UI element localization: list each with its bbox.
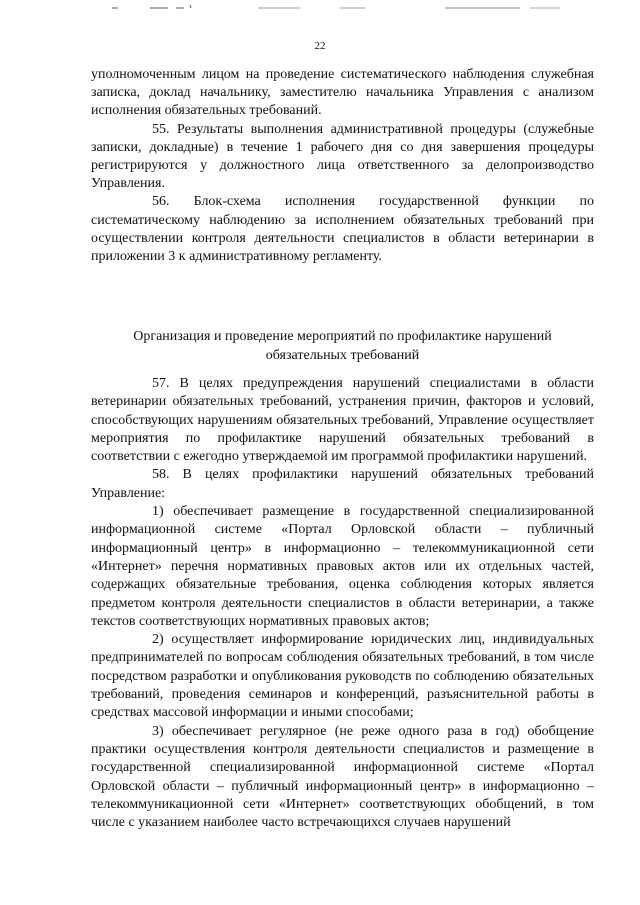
document-body-bottom xyxy=(91,375,594,832)
paragraph-continuation: уполномоченным лицом на проведение систематического наблюдения служебная записка, доклад начальнику, заместителю начальника Управления с анализом исполнения обязательных требований. xyxy=(91,67,594,119)
document-body-top xyxy=(91,66,594,266)
paragraph-56: 56. Блок-схема исполнения государственной функции по систематическому наблюдению за исполнением обязательных требований при осуществлении контроля деятельности специалистов в области ветеринарии в приложении 3 к административному регламенту. xyxy=(91,194,594,265)
page-number: 22 xyxy=(314,40,326,52)
paragraph-57: 57. В целях предупреждения нарушений специалистами в области ветеринарии обязательных требований, устранения причин, факторов и условий, способствующих нарушениям обязательных требований, Управление осуществляет мероприятия по профилактике нарушений обязательных требований в соответствии с ежегодно утверждаемой им программой профилактики нарушений. xyxy=(91,376,594,465)
paragraph-58: 58. В целях профилактики нарушений обязательных требований Управление: xyxy=(91,467,594,501)
list-item-3: 3) обеспечивает регулярное (не реже одного раза в год) обобщение практики осуществления контроля деятельности специалистов и размещение в государственной специализированной информационной системе «Портал Орловской области – публичный информационный центр» в информационно – телекоммуникационной сети «Интернет» соответствующих обобщений, в том числе с указанием наиболее часто встречающихся случаев нарушений xyxy=(91,723,594,831)
scan-artifact-marks xyxy=(0,2,640,12)
list-item-1: 1) обеспечивает размещение в государственной специализированной информационной системе «Портал Орловской области – публичный информационный центр» в информационно – телекоммуникационной сети «Интернет» перечня нормативных правовых актов или их отдельных частей, содержащих обязательные требования, оценка соблюдения которых является предметом контроля деятельности специалистов в области ветеринарии, а также текстов соответствующих нормативных правовых актов; xyxy=(91,504,594,629)
section-heading: Организация и проведение мероприятий по профилактике нарушений обязательных требований xyxy=(133,329,552,363)
list-item-2: 2) осуществляет информирование юридических лиц, индивидуальных предпринимателей по вопросам соблюдения обязательных требований, в том числе посредством разработки и опубликования руководств по соблюдению обязательных требований, проведения семинаров и конференций, разъяснительной работы в средствах массовой информации и иными способами; xyxy=(91,632,594,721)
paragraph-55: 55. Результаты выполнения административной процедуры (служебные записки, докладные) в течение 1 рабочего дня со дня завершения процедуры регистрируются у должностного лица ответственного за делопроизводство Управления. xyxy=(91,121,594,192)
